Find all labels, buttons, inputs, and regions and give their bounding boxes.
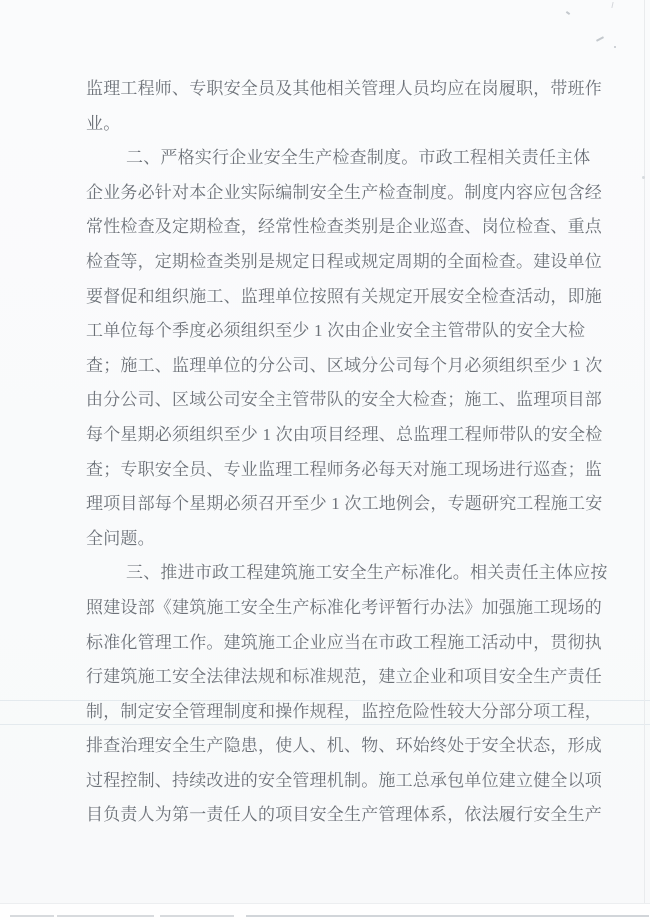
document-line: 照建设部《建筑施工安全生产标准化考评暂行办法》加强施工现场的: [86, 597, 602, 617]
scanner-bed-strip: [0, 903, 650, 920]
document-line section-3-heading: 三、推进市政工程建筑施工安全生产标准化。相关责任主体应按: [126, 563, 608, 583]
document-text-body: [86, 72, 608, 833]
document-line: 常性检查及定期检查，经常性检查类别是企业巡查、岗位检查、重点: [86, 217, 602, 237]
scan-edge-mark: [57, 915, 154, 917]
document-line: 标准化管理工作。建筑施工企业应当在市政工程施工活动中，贯彻执: [86, 632, 602, 652]
document-line: 目负责人为第一责任人的项目安全生产管理体系，依法履行安全生产: [86, 805, 602, 825]
scan-speck: [642, 176, 645, 179]
document-line: 每个星期必须组织至少 1 次由项目经理、总监理工程师带队的安全检: [86, 424, 603, 444]
document-line: 制，制定安全管理制度和操作规程，监控危险性较大分部分项工程，: [86, 701, 602, 721]
document-line: 检查等，定期检查类别是规定日程或规定周期的全面检查。建设单位: [86, 251, 602, 271]
document-line section-2-heading: 二、严格实行企业安全生产检查制度。市政工程相关责任主体: [126, 148, 591, 168]
scan-speck: [614, 46, 616, 48]
document-line paragraph-end: 业。: [86, 113, 121, 133]
paper-right-edge: [644, 0, 645, 903]
document-line: 监理工程师、专职安全员及其他相关管理人员均应在岗履职，带班作: [86, 79, 602, 98]
scan-edge-mark: [10, 915, 54, 917]
scan-edge-mark: [246, 915, 649, 917]
document-line: 行建筑施工安全法律法规和标准规范，建立企业和项目安全生产责任: [86, 667, 602, 687]
document-line: 查；专职安全员、专业监理工程师务必每天对施工现场进行巡查；监: [86, 459, 602, 479]
document-line: 要督促和组织施工、监理单位按照有关规定开展安全检查活动，即施: [86, 286, 602, 306]
document-line paragraph-end: 全问题。: [86, 528, 155, 548]
document-line: 理项目部每个星期必须召开至少 1 次工地例会，专题研究工程施工安: [86, 494, 603, 514]
document-line: 工单位每个季度必须组织至少 1 次由企业安全主管带队的安全大检: [86, 321, 586, 341]
document-line: 企业务必针对本企业实际编制安全生产检查制度。制度内容应包含经: [86, 182, 602, 202]
document-line: 查；施工、监理单位的分公司、区域分公司每个月必须组织至少 1 次: [86, 355, 603, 375]
document-line: 过程控制、持续改进的安全管理机制。施工总承包单位建立健全以项: [86, 770, 602, 790]
document-line: 排查治理安全生产隐患，使人、机、物、环始终处于安全状态，形成: [86, 736, 602, 756]
scan-edge-mark: [160, 915, 234, 917]
document-line: 由分公司、区域公司安全主管带队的安全大检查；施工、监理项目部: [86, 390, 602, 410]
